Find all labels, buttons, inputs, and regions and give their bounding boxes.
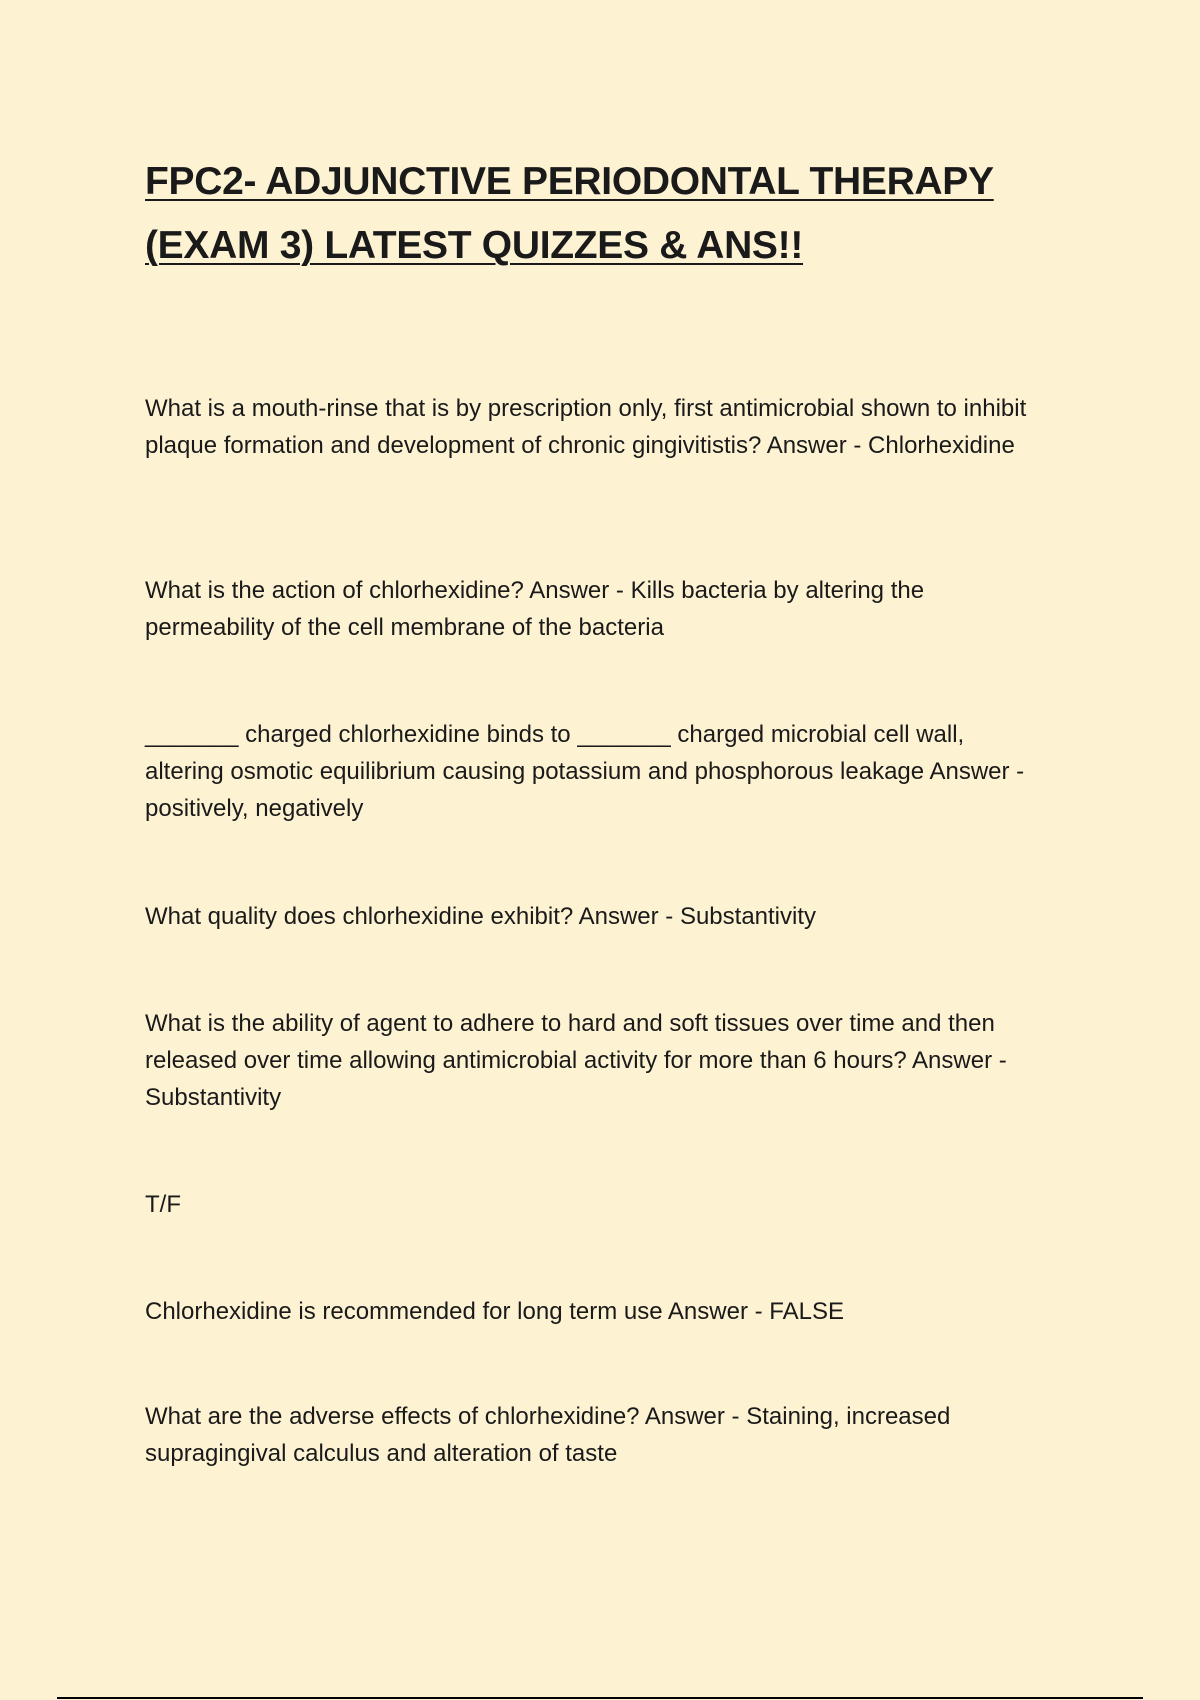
title-line-1: FPC2- ADJUNCTIVE PERIODONTAL THERAPY <box>145 160 994 203</box>
qa-item: Chlorhexidine is recommended for long term use Answer - FALSE <box>145 1298 844 1325</box>
qa-item: What is the action of chlorhexidine? Answer - Kills bacteria by altering the permeability of the cell membrane of the bacteria <box>145 577 925 641</box>
qa-item: What quality does chlorhexidine exhibit? Answer - Substantivity <box>145 903 817 930</box>
qa-item: What is the ability of agent to adhere to hard and soft tissues over time and then released over time allowing antimicrobial activity for more than 6 hours? Answer - Substantivity <box>145 1010 1007 1111</box>
page-title <box>145 150 1045 278</box>
title-line-2: (EXAM 3) LATEST QUIZZES & ANS!! <box>145 224 804 267</box>
qa-item: What are the adverse effects of chlorhexidine? Answer - Staining, increased supragingival calculus and alteration of taste <box>145 1403 951 1467</box>
document-page <box>145 150 1045 1467</box>
qa-item: _______ charged chlorhexidine binds to _______ charged microbial cell wall, altering osmotic equilibrium causing potassium and phosphorous leakage Answer - positively, negatively <box>145 721 1025 822</box>
footer-divider <box>57 1697 1143 1699</box>
qa-item: What is a mouth-rinse that is by prescription only, first antimicrobial shown to inhibit plaque formation and development of chronic gingivitistis? Answer - Chlorhexidine <box>145 395 1027 459</box>
qa-item: T/F <box>145 1191 181 1218</box>
